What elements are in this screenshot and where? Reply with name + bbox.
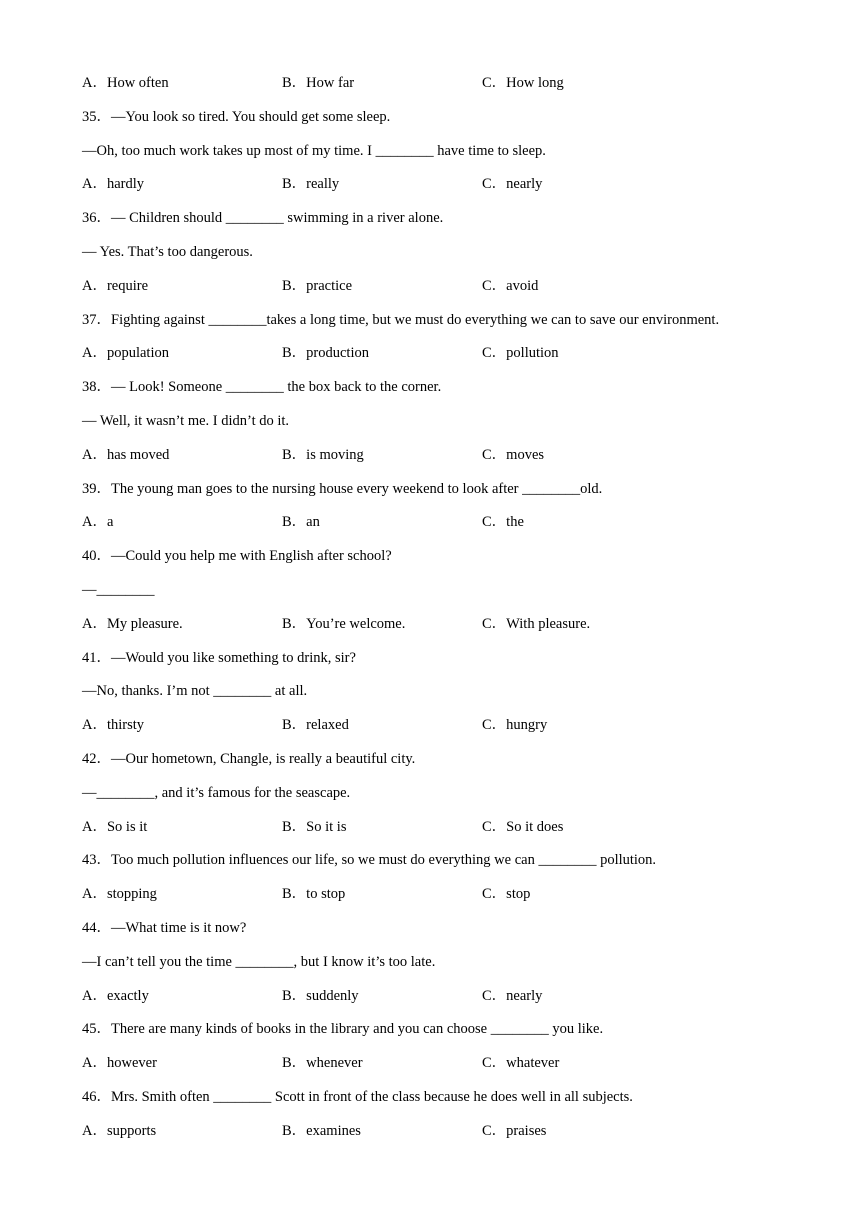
answer-options — [82, 277, 782, 295]
question-line: 41．—Would you like something to drink, sir? — [82, 650, 356, 666]
question-line: 38．— Look! Someone ________ the box back to the corner. — [82, 379, 442, 395]
option-b: B．is moving — [282, 447, 364, 463]
option-b: B．relaxed — [282, 717, 349, 733]
option-c: C．With pleasure. — [482, 616, 591, 632]
question-line: — Well, it wasn’t me. I didn’t do it. — [82, 413, 290, 429]
option-c: C．stop — [482, 886, 531, 902]
option-a: A．stopping — [82, 886, 157, 902]
question-line: —________, and it’s famous for the seascape. — [82, 785, 351, 801]
answer-options — [82, 885, 782, 903]
option-b: B．whenever — [282, 1055, 363, 1071]
option-b: B．So it is — [282, 819, 347, 835]
option-b: B．to stop — [282, 886, 346, 902]
answer-options — [82, 344, 782, 362]
option-b: B．You’re welcome. — [282, 616, 406, 632]
option-c: C．nearly — [482, 176, 543, 192]
question-line: 40．—Could you help me with English after school? — [82, 548, 392, 564]
question-line: 43．Too much pollution influences our life, so we must do everything we can ________ pollution. — [82, 852, 657, 868]
question-line: 37．Fighting against ________takes a long time, but we must do everything we can to save our environment. — [82, 312, 720, 328]
option-a: A．hardly — [82, 176, 145, 192]
option-b: B．suddenly — [282, 988, 359, 1004]
option-c: C．nearly — [482, 988, 543, 1004]
answer-options — [82, 615, 782, 633]
option-a: A．thirsty — [82, 717, 145, 733]
question-line: 39．The young man goes to the nursing house every weekend to look after ________old. — [82, 481, 603, 497]
question-line: 36．— Children should ________ swimming in a river alone. — [82, 210, 444, 226]
question-line: —No, thanks. I’m not ________ at all. — [82, 683, 308, 699]
option-c: C．avoid — [482, 278, 539, 294]
option-c: C．praises — [482, 1123, 547, 1139]
option-c: C．whatever — [482, 1055, 560, 1071]
option-b: B．an — [282, 514, 320, 530]
option-c: C．hungry — [482, 717, 548, 733]
option-b: B．practice — [282, 278, 353, 294]
option-c: C．the — [482, 514, 524, 530]
question-line: —________ — [82, 582, 155, 598]
option-a: A．population — [82, 345, 169, 361]
option-a: A．So is it — [82, 819, 148, 835]
option-a: A．exactly — [82, 988, 149, 1004]
option-a: A．require — [82, 278, 149, 294]
option-c: C．pollution — [482, 345, 559, 361]
option-a: A．How often — [82, 75, 169, 91]
answer-options — [82, 1122, 782, 1140]
answer-options — [82, 513, 782, 531]
answer-options — [82, 716, 782, 734]
answer-options — [82, 1054, 782, 1072]
answer-options — [82, 987, 782, 1005]
question-line: — Yes. That’s too dangerous. — [82, 244, 253, 260]
option-c: C．How long — [482, 75, 564, 91]
option-a: A．however — [82, 1055, 157, 1071]
question-line: 42．—Our hometown, Changle, is really a beautiful city. — [82, 751, 416, 767]
answer-options — [82, 818, 782, 836]
answer-options — [82, 446, 782, 464]
question-line: 35．—You look so tired. You should get some sleep. — [82, 109, 391, 125]
option-b: B．really — [282, 176, 340, 192]
answer-options — [82, 175, 782, 193]
option-a: A．supports — [82, 1123, 157, 1139]
question-line: 44．—What time is it now? — [82, 920, 247, 936]
question-line: 46．Mrs. Smith often ________ Scott in front of the class because he does well in all subjects. — [82, 1089, 633, 1105]
option-b: B．How far — [282, 75, 355, 91]
option-b: B．examines — [282, 1123, 361, 1139]
option-b: B．production — [282, 345, 369, 361]
question-line: —Oh, too much work takes up most of my time. I ________ have time to sleep. — [82, 143, 546, 159]
answer-options — [82, 74, 782, 92]
option-c: C．moves — [482, 447, 545, 463]
option-a: A．a — [82, 514, 114, 530]
option-c: C．So it does — [482, 819, 564, 835]
option-a: A．has moved — [82, 447, 170, 463]
question-line: —I can’t tell you the time ________, but I know it’s too late. — [82, 954, 436, 970]
option-a: A．My pleasure. — [82, 616, 183, 632]
question-line: 45．There are many kinds of books in the library and you can choose ________ you like. — [82, 1021, 604, 1037]
